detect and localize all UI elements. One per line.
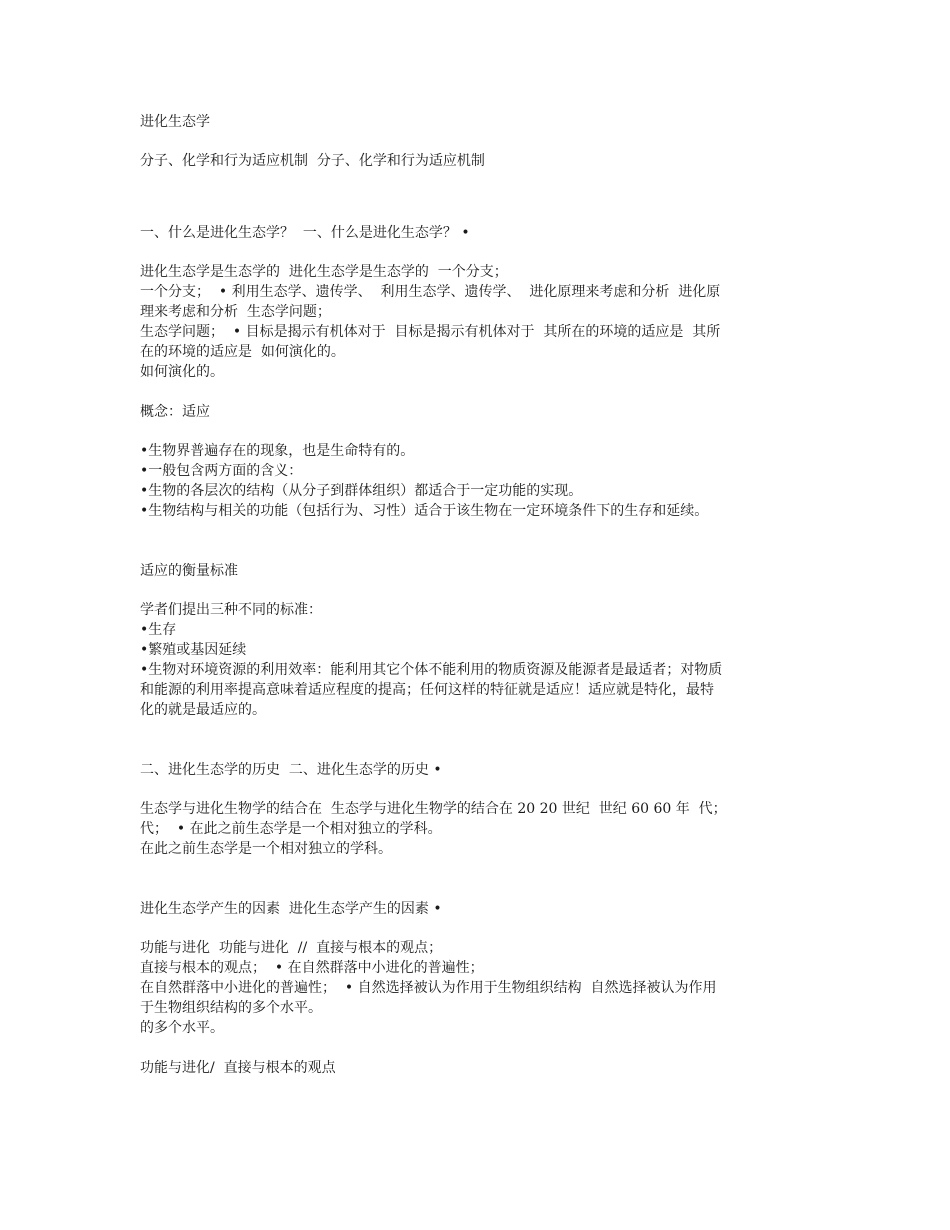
concept-heading: 概念：适应: [140, 404, 210, 420]
text-line: 代； • 在此之前生态学是一个相对独立的学科。: [140, 821, 442, 837]
text-line: 的多个水平。: [140, 1020, 224, 1036]
text-line: 直接与根本的观点； • 在自然群落中小进化的普遍性；: [140, 960, 484, 976]
list-item: •生物对环境资源的利用效率：能利用其它个体不能利用的物质资源及能源者是最适者；对物质: [140, 662, 723, 678]
text-line: 在自然群落中小进化的普遍性； • 自然选择被认为作用于生物组织结构 自然选择被认为作用: [140, 980, 717, 996]
list-item: •繁殖或基因延续: [140, 642, 247, 658]
list-item: •生物结构与相关的功能（包括行为、习性）适合于该生物在一定环境条件下的生存和延续。: [140, 503, 709, 519]
concept-bullet-list: [140, 441, 812, 521]
list-item: •生物界普遍存在的现象，也是生命特有的。: [140, 443, 415, 459]
document-subtitle: 分子、化学和行为适应机制 分子、化学和行为适应机制: [140, 153, 485, 169]
factors-paragraph: [140, 938, 812, 1038]
text-line: 进化生态学是生态学的 进化生态学是生态学的 一个分支；: [140, 264, 508, 280]
measure-list: [140, 600, 812, 720]
text-line: 于生物组织结构的多个水平。: [140, 1000, 322, 1016]
factors-heading: 进化生态学产生的因素 进化生态学产生的因素 •: [140, 901, 442, 917]
text-line: 在的环境的适应是 如何演化的。: [140, 344, 345, 360]
text-line: 和能源的利用率提高意味着适应程度的提高；任何这样的特征就是适应！适应就是特化，最特: [140, 682, 714, 698]
text-line: 化的就是最适应的。: [140, 702, 266, 718]
section-heading-history: 二、进化生态学的历史 二、进化生态学的历史 •: [140, 762, 442, 778]
section-paragraph-what-is: [140, 262, 812, 382]
list-item: •生存: [140, 622, 177, 638]
text-line: 一个分支； • 利用生态学、遗传学、 利用生态学、遗传学、 进化原理来考虑和分析 进化原: [140, 284, 721, 300]
list-item: •生物的各层次的结构（从分子到群体组织）都适合于一定功能的实现。: [140, 483, 583, 499]
text-line: 理来考虑和分析 生态学问题；: [140, 304, 331, 320]
text-line: 如何演化的。: [140, 364, 224, 380]
section-paragraph-history: [140, 799, 812, 859]
text-line: 在此之前生态学是一个相对独立的学科。: [140, 841, 392, 857]
text-line: 功能与进化 功能与进化 // 直接与根本的观点；: [140, 940, 443, 956]
list-item: •一般包含两方面的含义：: [140, 463, 303, 479]
text-line: 生态学与进化生物学的结合在 生态学与进化生物学的结合在 20 20 世纪 世纪 60 60 年 代；: [140, 801, 727, 817]
text-line: 学者们提出三种不同的标准：: [140, 602, 322, 618]
document-page: [140, 112, 812, 1078]
section-heading-what-is: 一、什么是进化生态学？ 一、什么是进化生态学？ •: [140, 225, 470, 241]
text-line: 生态学问题； • 目标是揭示有机体对于 目标是揭示有机体对于 其所在的环境的适应是 其所: [140, 324, 721, 340]
measure-heading: 适应的衡量标准: [140, 563, 238, 579]
document-title: 进化生态学: [140, 114, 210, 130]
final-heading: 功能与进化/ 直接与根本的观点: [140, 1060, 336, 1076]
